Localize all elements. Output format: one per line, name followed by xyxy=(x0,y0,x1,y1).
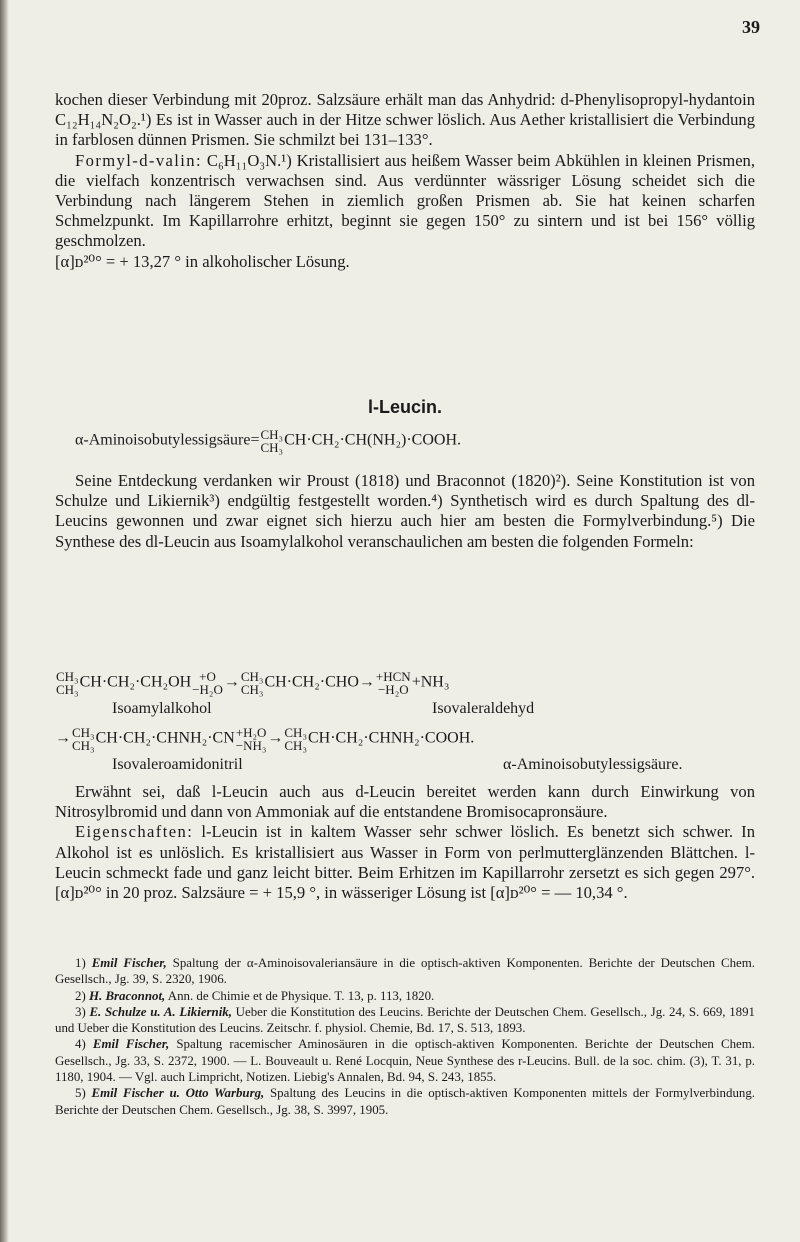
formula-chain: CH·CH₂·CH(NH₂)·COOH. xyxy=(284,431,462,449)
intro-paragraph-2 xyxy=(55,151,755,252)
footnote: 3) E. Schulze u. A. Likiernik, Ueber die Konstitution des Leucins. Berichte der Deutschen Chem. Gesellsch., Jg. 24, S. 669, 1891 und Ueber die Konstitution des Leucins. Zeitschr. f. physiol. Chemie, Bd. 17, S. 513, 1893. xyxy=(55,1004,755,1036)
formula-name: α-Aminoisobutylessigsäure= xyxy=(75,431,260,449)
label-isoamylalkohol: Isoamylalkohol xyxy=(112,700,212,717)
synthesis-line-2: → CH₃ CH₃ CH·CH₂·CHNH₂·CN +H₂O −NH₃ → CH₃ CH₃ CH·CH₂·CHNH₂·COOH. xyxy=(55,725,475,753)
footnote: 1) Emil Fischer, Spaltung der α-Aminoisovaleriansäure in die optisch-aktiven Komponenten. Berichte der Deutschen Chem. Gesellsch., Jg. 39, S. 2320, 1906. xyxy=(55,956,755,987)
reaction-arrow: → xyxy=(55,729,71,747)
page-number: 39 xyxy=(742,17,760,37)
properties-paragraph-1: Erwähnt sei, daß l-Leucin auch aus d-Leucin bereitet werden kann durch Einwirkung von Nitrosylbromid und dann von Ammoniak auf die entstandene Bromisocapronsäure. xyxy=(55,782,755,822)
properties-label: Eigenschaften: xyxy=(75,822,194,842)
formula-branch: CH₃ CH₃ xyxy=(260,427,284,455)
reaction-arrow: → xyxy=(358,673,375,691)
footnote: 4) Emil Fischer, Spaltung racemischer Aminosäuren in die optisch-aktiven Komponenten. Berichte der Deutschen Chem. Gesellsch., Jg. 33, S. 2372, 1900. — L. Bouveault u. René Locquin, Neue Synthese des r-Leucins. Bull. de la soc. chim. (3), T. 31, p. 1180, 1904. — Vgl. auch Limpricht, Notizen. Liebig's Annalen, Bd. 94, S. 243, 1855. xyxy=(55,1037,755,1085)
discovery-text xyxy=(55,471,755,552)
label-aminoisobutylessigsaeure: α-Aminoisobutylessigsäure. xyxy=(503,756,683,773)
reaction-arrow: → xyxy=(223,673,240,691)
discovery-paragraph: Seine Entdeckung verdanken wir Proust (1818) und Braconnot (1820)²). Seine Konstitution ist von Schulze und Likiernik³) endgültig festgestellt worden.⁴) Synthetisch wird es durch Spaltung des dl-Leucins gewonnen und zwar eignet sich hierzu auch hier am besten die Formylverbindung.⁵) Die Synthese des dl-Leucin aus Isoamylalkohol veranschaulichen am besten die folgenden Formeln: xyxy=(55,471,755,551)
properties-paragraph-2 xyxy=(55,822,755,903)
properties-text xyxy=(55,782,755,903)
footnote: 2) H. Braconnot, Ann. de Chimie et de Physique. T. 13, p. 113, 1820. xyxy=(75,988,435,1003)
properties-body: l-Leucin ist in kaltem Wasser sehr schwer löslich. Es benetzt sich schwer. In Alkohol ist es unlöslich. Es kristallisiert aus Wasser in Form von perlmutterglänzenden Blättchen. l-Leucin schmeckt fade und ganz leicht bitter. Beim Erhitzen im Kapillarrohr zersetzt es sich gegen 297°. [α]ᴅ²⁰° in 20 proz. Salzsäure = + 15,9 °, in wässeriger Lösung ist [α]ᴅ²⁰° = — 10,34 °. xyxy=(55,822,755,903)
footnotes xyxy=(55,955,755,1118)
label-isovaleraldehyd: Isovaleraldehyd xyxy=(432,700,535,717)
intro-text xyxy=(55,90,755,272)
footnote: 5) Emil Fischer u. Otto Warburg, Spaltung des Leucins in die optisch-aktiven Komponenten mittels der Formylverbindung. Berichte der Deutschen Chem. Gesellsch., Jg. 38, S. 3997, 1905. xyxy=(55,1086,755,1117)
intro-paragraph-1: kochen dieser Verbindung mit 20proz. Salzsäure erhält man das Anhydrid: d-Phenylisopropyl-hydantoin C₁₂H₁₄N₂O₂.¹) Es ist in Wasser auch in der Hitze schwer löslich. Aus Aether kristallisiert die Verbindung in farblosen dünnen Prismen. Sie schmilzt bei 131–133°. xyxy=(55,90,755,150)
page-binding-shadow xyxy=(0,0,9,1242)
reaction-arrow: → xyxy=(267,729,284,747)
label-nitril: Isovaleroamidonitril xyxy=(112,756,243,773)
formyl-valin-text: C₆H₁₁O₃N.¹) Kristallisiert aus heißem Wasser beim Abkühlen in kleinen Prismen, die vielfach konzentrisch verwachsen sind. Aus verdünnter wässriger Lösung scheidet sich die Verbindung nach längerem Stehen in ziemlich großen Prismen ab. Sie hat keinen scharfen Schmelzpunkt. Im Kapillarrohre erhitzt, beginnt sie gegen 150° zu sintern und ist bei 156° völlig geschmolzen. xyxy=(55,150,755,251)
synthesis-line-1: CH₃ CH₃ CH·CH₂·CH₂OH +O −H₂O → CH₃ CH₃ CH·CH₂·CHO→ +HCN −H₂O +NH₃ xyxy=(56,669,450,697)
formyl-valin-name: Formyl-d-valin: xyxy=(75,150,203,170)
section-heading: l-Leucin. xyxy=(367,397,442,417)
formyl-valin-rotation: [α]ᴅ²⁰° = + 13,27 ° in alkoholischer Lösung. xyxy=(55,251,350,271)
leucin-formula xyxy=(75,428,775,454)
